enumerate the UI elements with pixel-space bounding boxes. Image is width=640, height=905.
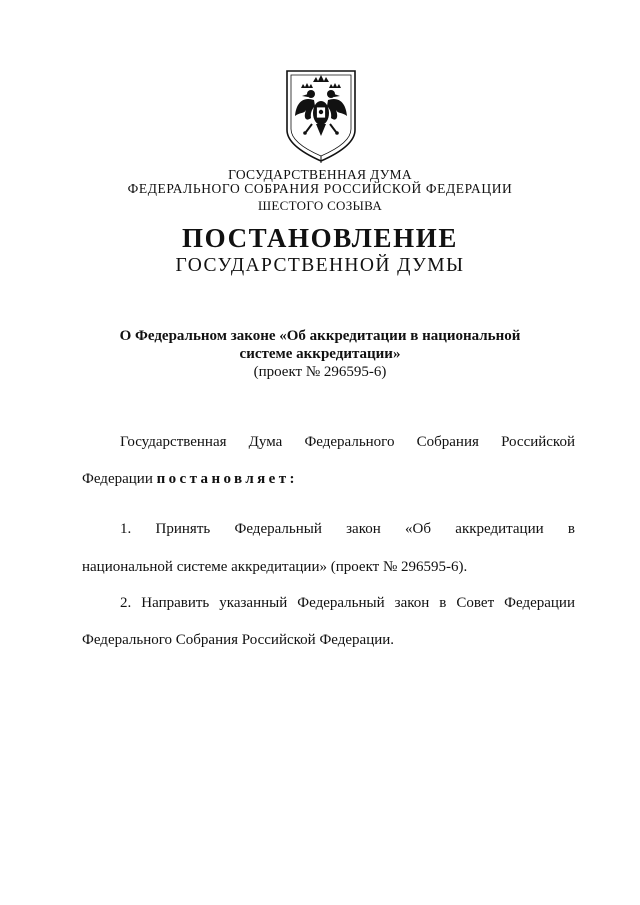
document-type-title: ПОСТАНОВЛЕНИЕ xyxy=(182,223,458,253)
item-1-line-1: 1. Принять Федеральный закон «Об аккредитации в xyxy=(120,521,575,537)
org-line-federal-assembly: ФЕДЕРАЛЬНОГО СОБРАНИЯ РОССИЙСКОЙ ФЕДЕРАЦИИ xyxy=(127,181,513,196)
org-line-state-duma: ГОСУДАРСТВЕННАЯ ДУМА xyxy=(228,167,412,182)
subject-line-2: системе аккредитации» xyxy=(239,346,401,362)
preamble-line-2 xyxy=(82,470,575,489)
document-issuer-title: ГОСУДАРСТВЕННОЙ ДУМЫ xyxy=(175,255,465,276)
project-number: (проект № 296595-6) xyxy=(253,364,387,380)
coat-of-arms-icon xyxy=(284,68,358,163)
item-2-line-2: Федерального Собрания Российской Федерации. xyxy=(82,632,395,648)
resolves-word: постановляет: xyxy=(156,471,298,487)
preamble-federation: Федерации xyxy=(82,471,153,487)
subject-line-1: О Федеральном законе «Об аккредитации в национальной xyxy=(119,328,521,344)
item-2-line-1: 2. Направить указанный Федеральный закон в Совет Федерации xyxy=(120,595,575,611)
preamble-line-1: Государственная Дума Федерального Собрания Российской xyxy=(120,434,575,450)
org-line-convocation: ШЕСТОГО СОЗЫВА xyxy=(257,198,383,213)
document-subject xyxy=(0,327,640,381)
item-1-line-2: национальной системе аккредитации» (проект № 296595-6). xyxy=(82,559,468,575)
